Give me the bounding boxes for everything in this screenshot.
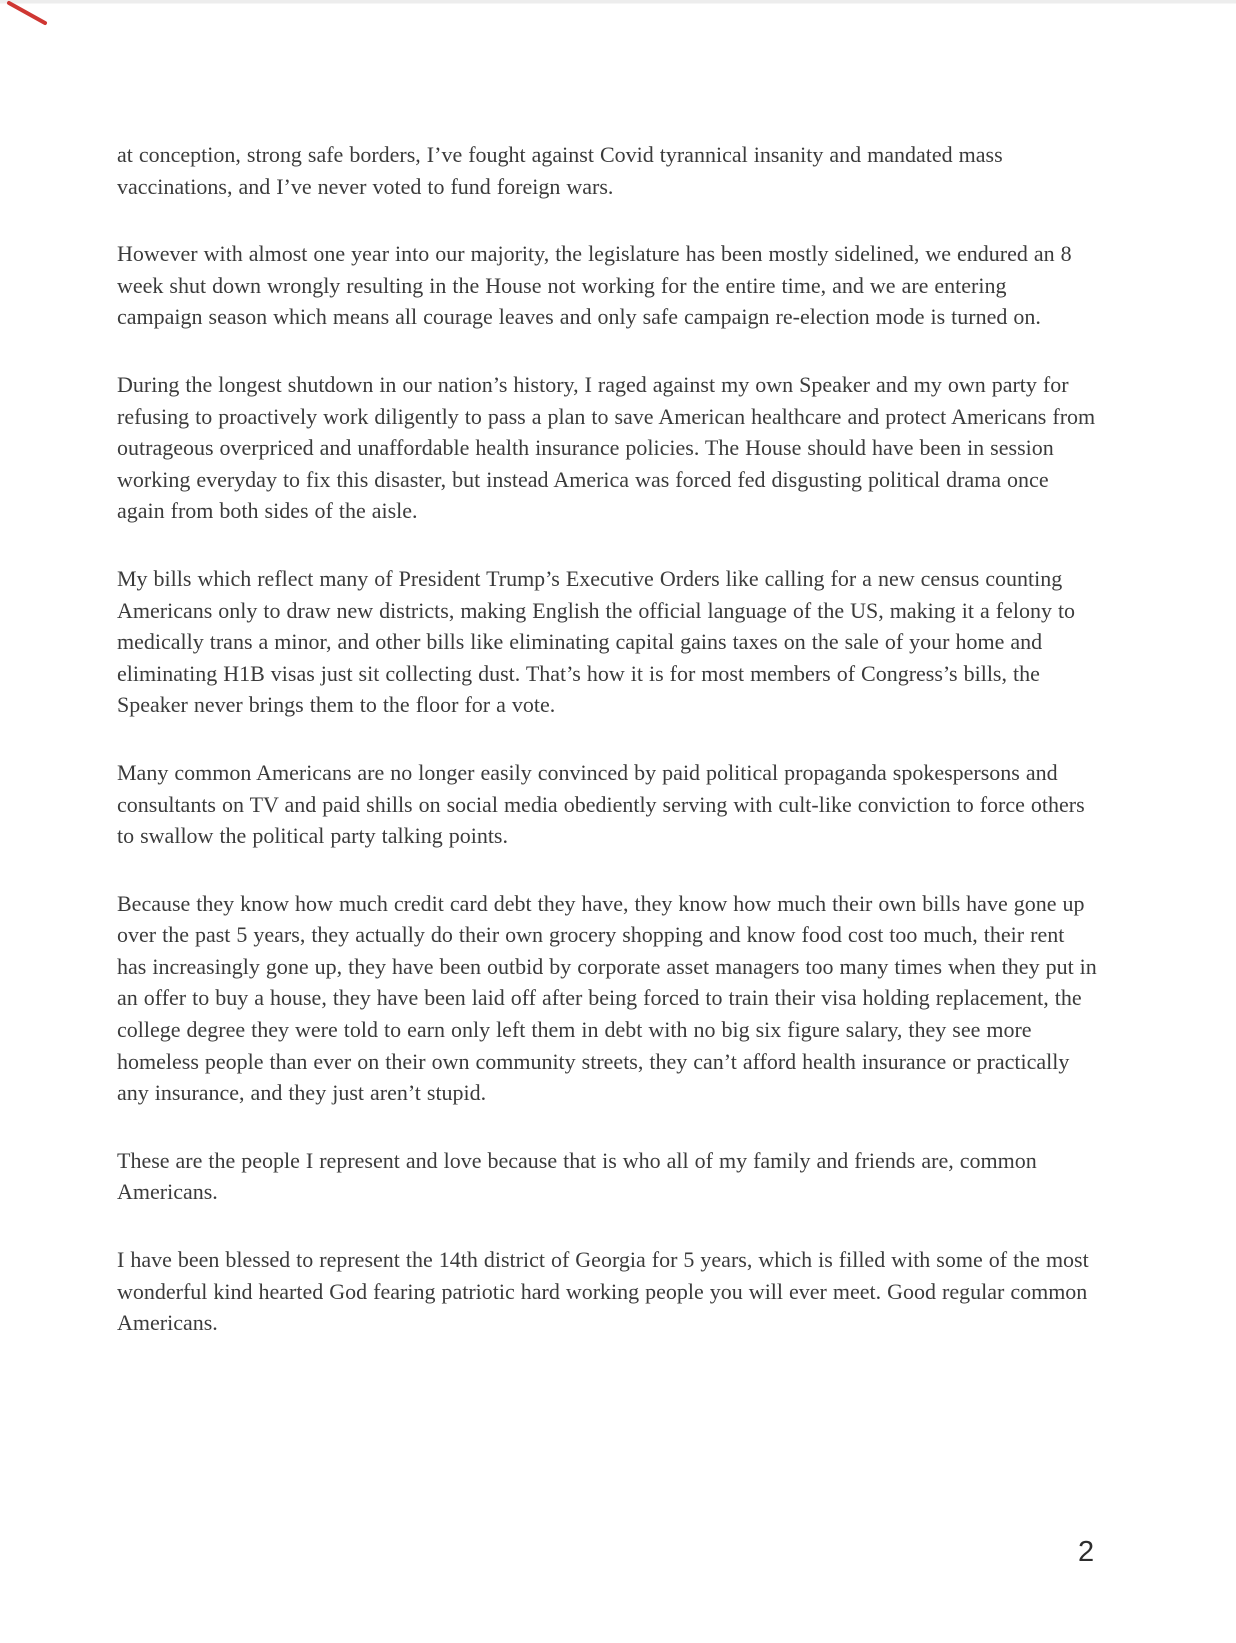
paragraph: I have been blessed to represent the 14th district of Georgia for 5 years, which is filled with some of the most wonderful kind hearted God fearing patriotic hard working people you will ever meet. Good regular common Americans.: [117, 1247, 1089, 1336]
paragraph: at conception, strong safe borders, I’ve fought against Covid tyrannical insanity and mandated mass vaccinations, and I’ve never voted to fund foreign wars.: [117, 142, 1003, 199]
page-number: 2: [1078, 1536, 1095, 1568]
paragraph: During the longest shutdown in our nation’s history, I raged against my own Speaker and my own party for refusing to proactively work diligently to pass a plan to save American healthcare and protect Americans from outrageous overpriced and unaffordable health insurance policies. The House should have been in session working everyday to fix this disaster, but instead America was forced fed disgusting political drama once again from both sides of the aisle.: [117, 371, 1096, 524]
red-pen-stroke-line: [9, 3, 45, 23]
document-body: [117, 139, 1097, 1375]
red-pen-stroke: [0, 0, 60, 36]
paragraph: However with almost one year into our majority, the legislature has been mostly sidelined, we endured an 8 week shut down wrongly resulting in the House not working for the entire time, and we are entering campaign season which means all courage leaves and only safe campaign re-election mode is turned on.: [117, 241, 1072, 330]
paragraph: My bills which reflect many of President Trump’s Executive Orders like calling for a new census counting Americans only to draw new districts, making English the official language of the US, making it a felony to medically trans a minor, and other bills like eliminating capital gains taxes on the sale of your home and eliminating H1B visas just sit collecting dust. That’s how it is for most members of Congress’s bills, the Speaker never brings them to the floor for a vote.: [117, 565, 1076, 718]
paragraph: Because they know how much credit card debt they have, they know how much their own bills have gone up over the past 5 years, they actually do their own grocery shopping and know food cost too much, their rent has increasingly gone up, they have been outbid by corporate asset managers too many times when they put in an offer to buy a house, they have been laid off after being forced to train their visa holding replacement, the college degree they were told to earn only left them in debt with no big six figure salary, they see more homeless people than ever on their own community streets, they can’t afford health insurance or practically any insurance, and they just aren’t stupid.: [117, 890, 1097, 1106]
paragraph: Many common Americans are no longer easily convinced by paid political propaganda spokespersons and consultants on TV and paid shills on social media obediently serving with cult-like conviction to force others to swallow the political party talking points.: [117, 759, 1085, 849]
page-top-edge: [0, 0, 1236, 4]
paragraph: These are the people I represent and love because that is who all of my family and friends are, common Americans.: [117, 1147, 1037, 1205]
